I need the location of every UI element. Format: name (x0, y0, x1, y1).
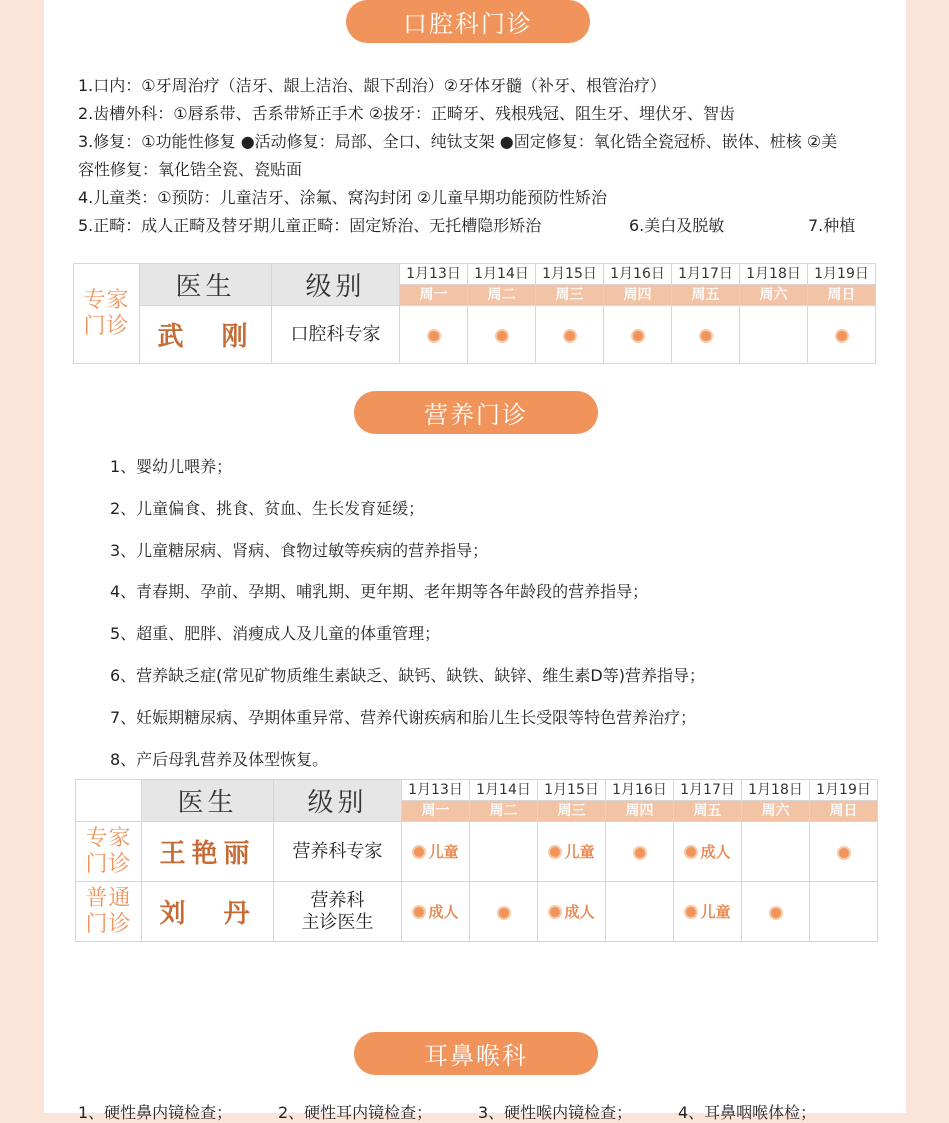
slot-cell (808, 306, 876, 364)
section-title-text: 口腔科门诊 (403, 10, 533, 38)
list-item: 4、青春期、孕前、孕期、哺乳期、更年期、老年期等各年龄段的营养指导； (110, 582, 649, 602)
list-item: 5、超重、肥胖、消瘦成人及儿童的体重管理； (110, 624, 441, 644)
available-dot-icon (684, 905, 698, 919)
list-item: 4、耳鼻咽喉体检； (678, 1103, 817, 1122)
available-dot-icon (548, 845, 562, 859)
header-doctor: 医生 (142, 780, 274, 822)
weekday-header: 周二 (468, 285, 536, 306)
slot-cell (674, 822, 742, 882)
header-level: 级别 (272, 264, 400, 306)
available-dot-icon (699, 329, 713, 343)
page (44, 0, 906, 1122)
list-item: 7、妊娠期糖尿病、孕期体重异常、营养代谢疾病和胎儿生长受限等特色营养治疗； (110, 707, 697, 727)
slot-cell (742, 882, 810, 942)
slot-cell (538, 882, 606, 942)
slot-cell (470, 882, 538, 942)
dental-orthodontics: 5.正畸：成人正畸及替牙期儿童正畸：固定矫治、无托槽隐形矫治 (78, 216, 542, 235)
table-row (76, 882, 878, 942)
slot-label: 成人 (700, 843, 731, 861)
slot-cell (740, 306, 808, 364)
table-row (74, 306, 876, 364)
header-doctor: 医生 (140, 264, 272, 306)
clinic-type-label: 普通 门诊 (76, 882, 142, 942)
dental-services (78, 72, 868, 240)
weekday-header: 周三 (538, 801, 606, 822)
doctor-name: 武 刚 (140, 306, 272, 364)
weekday-header: 周日 (808, 285, 876, 306)
dental-schedule-table (73, 263, 876, 364)
section-title-text: 营养门诊 (424, 401, 528, 429)
list-item: 3、儿童糖尿病、肾病、食物过敏等疾病的营养指导； (110, 540, 489, 560)
date-header: 1月14日 (470, 780, 538, 801)
available-dot-icon (495, 329, 509, 343)
date-header: 1月16日 (606, 780, 674, 801)
dental-line: 4.儿童类：①预防：儿童洁牙、涂氟、窝沟封闭 ②儿童早期功能预防性矫治 (78, 188, 608, 207)
doctor-level: 营养科专家 (274, 822, 402, 882)
date-header: 1月17日 (672, 264, 740, 285)
weekday-header: 周六 (742, 801, 810, 822)
slot-label: 儿童 (700, 903, 731, 921)
date-header: 1月18日 (742, 780, 810, 801)
available-dot-icon (548, 905, 562, 919)
available-dot-icon (633, 846, 647, 860)
date-header: 1月19日 (810, 780, 878, 801)
weekday-header: 周三 (536, 285, 604, 306)
section-title-dental (346, 0, 590, 43)
list-item: 1、硬性鼻内镜检查； (78, 1103, 233, 1122)
available-dot-icon (631, 329, 645, 343)
list-item: 2、硬性耳内镜检查； (278, 1103, 433, 1122)
list-item: 2、儿童偏食、挑食、贫血、生长发育延缓； (110, 498, 425, 518)
available-dot-icon (412, 905, 426, 919)
slot-cell (606, 822, 674, 882)
clinic-type-label: 专家 门诊 (76, 822, 142, 882)
list-item: 8、产后母乳营养及体型恢复。 (110, 749, 329, 769)
slot-cell (810, 882, 878, 942)
dental-line: 3.修复：①功能性修复 ●活动修复：局部、全口、纯钛支架 ●固定修复：氧化锆全瓷冠桥、嵌体、桩核 ②美 (78, 132, 838, 151)
date-header: 1月13日 (400, 264, 468, 285)
slot-cell (674, 882, 742, 942)
weekday-header: 周五 (672, 285, 740, 306)
available-dot-icon (769, 906, 783, 920)
date-header: 1月19日 (808, 264, 876, 285)
available-dot-icon (835, 329, 849, 343)
ent-services (78, 1100, 878, 1123)
date-header: 1月17日 (674, 780, 742, 801)
section-title-text: 耳鼻喉科 (424, 1042, 528, 1070)
dental-whitening: 6.美白及脱敏 (629, 216, 725, 235)
list-item: 6、营养缺乏症(常见矿物质维生素缺乏、缺钙、缺铁、缺锌、维生素D等)营养指导； (110, 665, 705, 685)
slot-label: 成人 (564, 903, 595, 921)
dental-line: 1.口内：①牙周治疗（洁牙、龈上洁治、龈下刮治）②牙体牙髓（补牙、根管治疗） (78, 76, 666, 95)
weekday-header: 周五 (674, 801, 742, 822)
slot-cell (604, 306, 672, 364)
doctor-level: 营养科 主诊医生 (274, 882, 402, 942)
doctor-name: 王艳丽 (142, 822, 274, 882)
dental-implant: 7.种植 (808, 216, 856, 235)
slot-cell (468, 306, 536, 364)
weekday-header: 周四 (604, 285, 672, 306)
section-title-ent (354, 1032, 598, 1075)
weekday-header: 周一 (402, 801, 470, 822)
weekday-header: 周日 (810, 801, 878, 822)
dental-line: 2.齿槽外科：①唇系带、舌系带矫正手术 ②拔牙：正畸牙、残根残冠、阻生牙、埋伏牙、智齿 (78, 104, 736, 123)
slot-cell (606, 882, 674, 942)
available-dot-icon (427, 329, 441, 343)
available-dot-icon (837, 846, 851, 860)
date-header: 1月15日 (536, 264, 604, 285)
list-item: 1、婴幼儿喂养； (110, 457, 233, 476)
slot-cell (672, 306, 740, 364)
slot-cell (742, 822, 810, 882)
slot-label: 儿童 (428, 843, 459, 861)
weekday-header: 周六 (740, 285, 808, 306)
available-dot-icon (684, 845, 698, 859)
nutrition-services (110, 455, 870, 789)
slot-cell (536, 306, 604, 364)
date-header: 1月13日 (402, 780, 470, 801)
slot-cell (400, 306, 468, 364)
slot-cell (402, 882, 470, 942)
slot-cell (538, 822, 606, 882)
clinic-type-label: 专家 门诊 (74, 264, 140, 364)
date-header: 1月16日 (604, 264, 672, 285)
date-header: 1月15日 (538, 780, 606, 801)
slot-cell (470, 822, 538, 882)
dental-line-last (78, 212, 868, 240)
slot-cell (402, 822, 470, 882)
nutrition-schedule-table (75, 779, 878, 942)
doctor-name: 刘 丹 (142, 882, 274, 942)
date-header: 1月18日 (740, 264, 808, 285)
doctor-level: 口腔科专家 (272, 306, 400, 364)
table-row (76, 822, 878, 882)
date-header: 1月14日 (468, 264, 536, 285)
header-level: 级别 (274, 780, 402, 822)
weekday-header: 周二 (470, 801, 538, 822)
available-dot-icon (497, 906, 511, 920)
list-item: 3、硬性喉内镜检查； (478, 1103, 633, 1122)
weekday-header: 周一 (400, 285, 468, 306)
corner-cell (76, 780, 142, 822)
available-dot-icon (412, 845, 426, 859)
dental-line: 容性修复：氧化锆全瓷、瓷贴面 (78, 160, 303, 179)
slot-cell (810, 822, 878, 882)
slot-label: 儿童 (564, 843, 595, 861)
section-title-nutrition (354, 391, 598, 434)
available-dot-icon (563, 329, 577, 343)
weekday-header: 周四 (606, 801, 674, 822)
slot-label: 成人 (428, 903, 459, 921)
